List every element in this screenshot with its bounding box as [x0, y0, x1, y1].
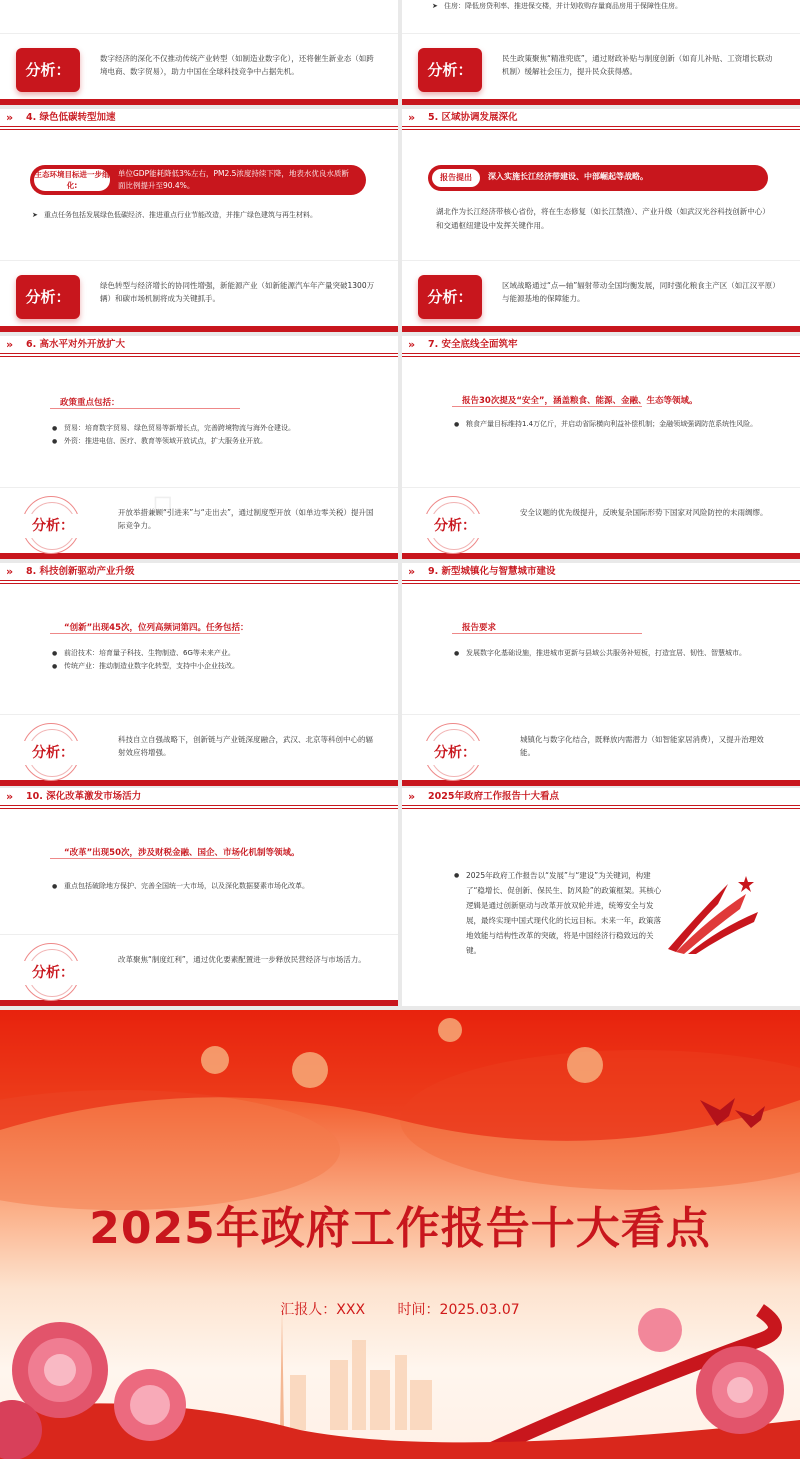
list-item: ➤ 住房：降低房贷利率、推进保交楼，并计划收购存量商品房用于保障性住房。 [432, 0, 780, 13]
analysis-box [0, 934, 398, 1006]
divider [452, 406, 642, 407]
analysis-box [0, 714, 398, 786]
section-title: 4. 绿色低碳转型加速 [26, 112, 116, 123]
slide-section-9 [402, 563, 800, 786]
bullet-list [454, 418, 770, 431]
list-item: ● 重点包括破除地方保护、完善全国统一大市场，以及深化数据要素市场化改革。 [52, 880, 374, 893]
section-title: 2025年政府工作报告十大看点 [428, 791, 559, 802]
divider [50, 858, 240, 859]
subheading: 报告要求 [462, 623, 497, 633]
cover-meta [0, 1299, 800, 1319]
chevron-icon: » [6, 111, 14, 124]
analysis-box [0, 260, 398, 332]
subheading: 政策重点包括： [60, 398, 120, 408]
analysis-box [0, 33, 398, 105]
section-title: 8. 科技创新驱动产业升级 [26, 566, 135, 577]
analysis-badge: 分析： [424, 723, 482, 781]
analysis-badge: 分析： [424, 496, 482, 554]
analysis-label: 分析： [418, 48, 482, 92]
analysis-badge: 分析： [22, 943, 80, 1001]
cover-title: 2025年政府工作报告十大看点 [89, 1203, 711, 1254]
section-header [0, 788, 398, 806]
report-tag: 报告提出 [432, 169, 480, 187]
body-text: 湖北作为长江经济带核心省份，将在生态修复（如长江禁渔）、产业升级（如武汉光谷科技创新中心）和交通枢纽建设中发挥关键作用。 [436, 207, 770, 230]
analysis-text: 开放举措兼顾“引进来”与“走出去”，通过制度型开放（如单边零关税）提升国际竞争力。 [118, 508, 374, 530]
analysis-box [0, 487, 398, 559]
analysis-text: 科技自立自强战略下，创新链与产业链深度融合，武汉、北京等科创中心的辐射效应将增强。 [118, 735, 373, 757]
list-item: ● 外资：推进电信、医疗、教育等领域开放试点，扩大服务业开放。 [52, 435, 374, 448]
list-item: ● 前沿技术：培育量子科技、生物制造、6G等未来产业。 [52, 647, 374, 660]
analysis-text: 数字经济的深化不仅推动传统产业转型（如制造业数字化），还将催生新业态（如跨境电商、数字贸易），助力中国在全球科技竞争中占据先机。 [100, 54, 374, 76]
slide-section-7 [402, 336, 800, 559]
list-item: ➤ 重点任务包括发展绿色低碳经济、推进重点行业节能改造，并推广绿色建筑与再生材料。 [32, 209, 362, 222]
bullet-list [52, 647, 374, 673]
analysis-box [402, 260, 800, 332]
subheading: “改革”出现50次，涉及财税金融、国企、市场化机制等领域。 [64, 848, 300, 858]
bullet-list [454, 868, 666, 958]
list-item: ● 粮食产量目标维持1.4万亿斤，并启动省际横向利益补偿机制；金融领域强调防范系统性风险。 [454, 418, 770, 431]
section-title: 5. 区域协调发展深化 [428, 112, 518, 123]
slide-section-10 [0, 788, 398, 1006]
analysis-label: 分析： [16, 275, 80, 319]
chevron-icon: » [408, 790, 416, 803]
section-title: 9. 新型城镇化与智慧城市建设 [428, 566, 556, 577]
analysis-text: 绿色转型与经济增长的协同性增强，新能源产业（如新能源汽车年产量突破1300万辆）和碳市场机制将成为关键抓手。 [100, 281, 375, 303]
chevron-icon: » [408, 565, 416, 578]
subheading: “创新”出现45次，位列高频词第四。任务包括： [64, 623, 249, 633]
chevron-icon: » [6, 790, 14, 803]
goal-pill-label: 生态环境目标进一步细化: [34, 170, 110, 190]
reporter: 汇报人：XXX [280, 1302, 366, 1318]
divider [50, 408, 240, 409]
summary-text: ● 2025年政府工作报告以“发展”与“建设”为关键词，构建了“稳增长、促创新、保民生、防风险”的政策框架。其核心逻辑是通过创新驱动与改革开放双轮并进，统筹安全与发展，最终实现中国式现代化的长远目标。未来一年，政策落地效能与结构性改革的突破，将是中国经济行稳致远的关键。 [454, 868, 666, 958]
list-item: ● 贸易：培育数字贸易、绿色贸易等新增长点，完善跨境物流与海外仓建设。 [52, 422, 374, 435]
section-header [0, 336, 398, 354]
bullet-list [432, 0, 780, 13]
bullet-list [454, 647, 770, 660]
section-title: 6. 高水平对外开放扩大 [26, 339, 126, 350]
analysis-label: 分析： [418, 275, 482, 319]
analysis-badge: 分析： [22, 496, 80, 554]
analysis-text: 区域战略通过“点—轴”辐射带动全国均衡发展，同时强化粮食主产区（如江汉平原）与能源基地的保障能力。 [502, 281, 777, 303]
cover-slide [0, 1010, 800, 1459]
watermark: ◇ [141, 482, 183, 525]
chevron-icon: » [6, 338, 14, 351]
section-header [402, 109, 800, 127]
analysis-label: 分析： [16, 48, 80, 92]
section-title: 10. 深化改革激发市场活力 [26, 791, 142, 802]
slide-section-5 [402, 109, 800, 332]
goal-pill-text: 单位GDP能耗降低3%左右，PM2.5浓度持续下降，地表水优良水质断面比例提升至90.4%。 [118, 169, 349, 190]
bullet-list [32, 209, 362, 222]
analysis-text: 改革聚焦“制度红利”，通过优化要素配置进一步释放民营经济与市场活力。 [118, 955, 366, 964]
analysis-badge: 分析： [22, 723, 80, 781]
report-date: 时间：2025.03.07 [397, 1302, 520, 1318]
report-tag-text: 深入实施长江经济带建设、中部崛起等战略。 [488, 172, 648, 181]
slide-summary [402, 788, 800, 1006]
chevron-icon: » [408, 111, 416, 124]
slide-section-4 [0, 109, 398, 332]
subheading: 报告30次提及“安全”，涵盖粮食、能源、金融、生态等领域。 [462, 396, 698, 406]
analysis-box [402, 33, 800, 105]
divider [452, 633, 642, 634]
analysis-text: 城镇化与数字化结合，既释放内需潜力（如智能家居消费），又提升治理效能。 [520, 735, 764, 757]
slide-livelihood [402, 0, 800, 105]
report-tag-bar [428, 165, 768, 191]
section-header [402, 563, 800, 581]
flag-ribbon-icon [668, 874, 768, 954]
slide-digital-economy [0, 0, 398, 105]
chevron-icon: » [408, 338, 416, 351]
analysis-text: 民生政策聚焦“精准兜底”，通过财政补贴与制度创新（如育儿补贴、工资增长联动机制）缓解社会压力，提升民众获得感。 [502, 54, 773, 76]
section-header [402, 788, 800, 806]
analysis-box [402, 487, 800, 559]
section-header [0, 109, 398, 127]
bullet-list [52, 880, 374, 893]
section-header [402, 336, 800, 354]
analysis-box [402, 714, 800, 786]
analysis-text: 安全议题的优先级提升，反映复杂国际形势下国家对风险防控的未雨绸缪。 [520, 508, 768, 517]
section-title: 7. 安全底线全面筑牢 [428, 339, 518, 350]
slide-section-8 [0, 563, 398, 786]
list-item: ● 发展数字化基础设施，推进城市更新与县域公共服务补短板，打造宜居、韧性、智慧城市。 [454, 647, 770, 660]
slide-section-6 [0, 336, 398, 559]
section-header [0, 563, 398, 581]
list-item: ● 传统产业：推动制造业数字化转型，支持中小企业技改。 [52, 660, 374, 673]
bullet-list [52, 422, 374, 448]
goal-pill [30, 165, 366, 195]
divider [50, 633, 240, 634]
chevron-icon: » [6, 565, 14, 578]
